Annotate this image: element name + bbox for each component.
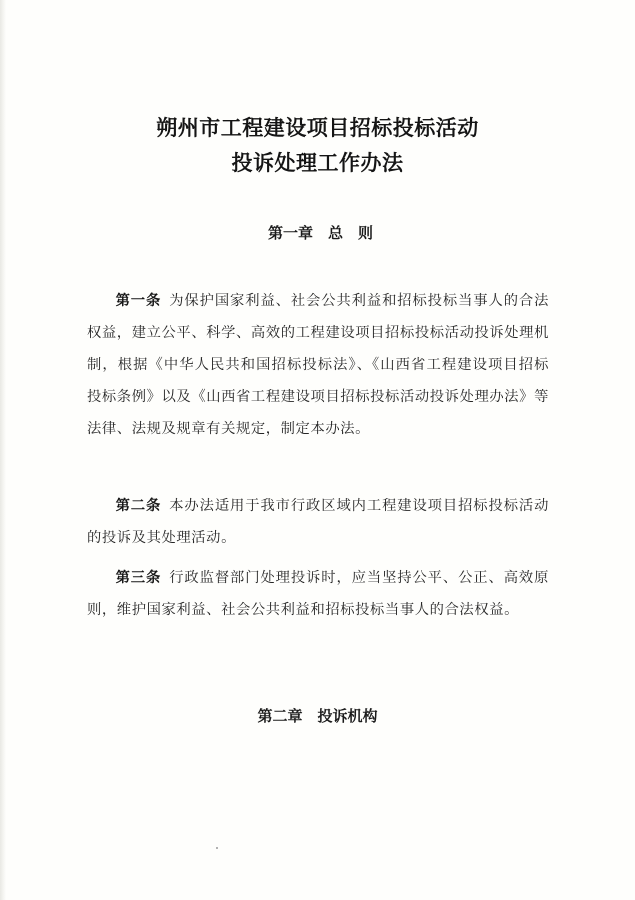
article-1-label: 第一条 bbox=[115, 293, 162, 309]
article-1-text: 为保护国家利益、社会公共利益和招标投标当事人的合法权益，建立公平、科学、高效的工程建设项目招标投标活动投诉处理机制，根据《中华人民共和国招标投标法》、《山西省工程建设项目招标投标条例》以及《山西省工程建设项目招标投标活动投诉处理办法》等法律、法规及规章有关规定，制定本办法。 bbox=[87, 293, 549, 437]
article-3-text: 行政监督部门处理投诉时，应当坚持公平、公正、高效原则，维护国家利益、社会公共利益和招标投标当事人的合法权益。 bbox=[87, 570, 549, 618]
chapter-1-heading: 第一章 总 则 bbox=[267, 224, 373, 242]
article-3-label: 第三条 bbox=[115, 570, 162, 586]
article-2-text: 本办法适用于我市行政区域内工程建设项目招标投标活动的投诉及其处理活动。 bbox=[87, 498, 549, 546]
article-2-label: 第二条 bbox=[115, 498, 162, 514]
article-3 bbox=[87, 562, 549, 626]
article-2 bbox=[87, 490, 549, 554]
document-title-line-1: 朔州市工程建设项目招标投标活动 bbox=[156, 116, 479, 140]
document-title-line-2: 投诉处理工作办法 bbox=[231, 151, 404, 175]
chapter-2-heading: 第二章 投诉机构 bbox=[257, 707, 378, 725]
article-1 bbox=[87, 285, 549, 445]
scan-speck bbox=[216, 847, 218, 849]
